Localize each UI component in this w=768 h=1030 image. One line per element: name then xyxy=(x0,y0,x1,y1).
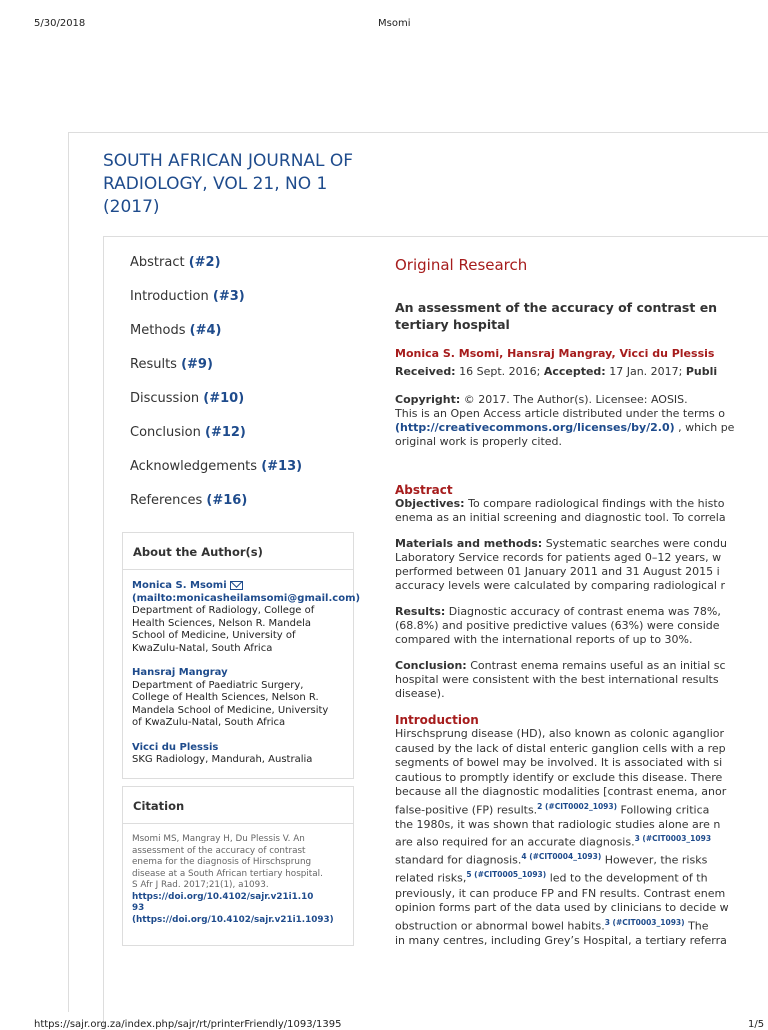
toc-item-discussion[interactable]: Discussion (#10) xyxy=(130,391,245,406)
author-affiliation: Department of Radiology, College of xyxy=(132,605,315,616)
toc-item-methods[interactable]: Methods (#4) xyxy=(130,323,222,338)
article-authors: Monica S. Msomi, Hansraj Mangray, Vicci du Plessis xyxy=(395,347,715,360)
license-link[interactable]: (http://creativecommons.org/licenses/by/2.0) xyxy=(395,421,675,434)
abstract-results: Results: Diagnostic accuracy of contrast enema was 78%, (68.8%) and positive predictive values (63%) were conside compared with the international reports of up to 30%. xyxy=(395,605,721,646)
toc-item-conclusion[interactable]: Conclusion (#12) xyxy=(130,425,246,440)
author-affiliation: SKG Radiology, Mandurah, Australia xyxy=(132,754,313,765)
toc-link[interactable]: (#4) xyxy=(189,323,222,338)
toc-item-references[interactable]: References (#16) xyxy=(130,493,248,508)
toc-item-abstract[interactable]: Abstract (#2) xyxy=(130,255,221,270)
doi-link[interactable]: (https://doi.org/10.4102/sajr.v21i1.1093) xyxy=(132,914,334,925)
doi-link[interactable]: https://doi.org/10.4102/sajr.v21i1.10 xyxy=(132,891,314,902)
toc-item-results[interactable]: Results (#9) xyxy=(130,357,213,372)
abstract-objectives: Objectives: To compare radiological findings with the histo enema as an initial screening and diagnostic tool. To correla xyxy=(395,497,726,524)
author-affiliation: College of Health Sciences, Nelson R. xyxy=(132,692,319,703)
article-content xyxy=(395,255,768,948)
toc-link[interactable]: (#13) xyxy=(261,459,303,474)
page-frame-top xyxy=(68,132,768,133)
mail-icon[interactable] xyxy=(230,581,243,590)
citation-text: Msomi MS, Mangray H, Du Plessis V. An xyxy=(132,834,305,844)
citation-ref[interactable]: 4 (#CIT0004_1093) xyxy=(521,852,602,862)
author-email-link[interactable]: (mailto:monicasheilamsomi@gmail.com) xyxy=(132,592,361,604)
author-affiliation: School of Medicine, University of xyxy=(132,630,296,641)
author-affiliation: KwaZulu-Natal, South Africa xyxy=(132,642,273,654)
abstract-heading: Abstract xyxy=(395,483,453,497)
content-divider-left xyxy=(103,236,104,1026)
toc-item-acknowledgements[interactable]: Acknowledgements (#13) xyxy=(130,459,303,474)
copyright-block: Copyright: © 2017. The Author(s). Licensee: AOSIS. This is an Open Access article distributed under the terms o (http://creativecommons.org/licenses/by/2.0) , which pe original work is properly cited. xyxy=(395,393,735,448)
about-authors-title: About the Author(s) xyxy=(123,533,353,570)
author-name-duplessis[interactable]: Vicci du Plessis xyxy=(132,741,219,753)
citation-text: S Afr J Rad. 2017;21(1), a1093. xyxy=(132,880,269,890)
author-affiliation: Mandela School of Medicine, University xyxy=(132,704,329,716)
introduction-heading: Introduction xyxy=(395,713,479,727)
citation-ref[interactable]: 3 (#CIT0003_1093) xyxy=(604,917,685,927)
citation-ref[interactable]: 2 (#CIT0002_1093) xyxy=(537,801,618,811)
citation-box xyxy=(122,786,354,946)
table-of-contents xyxy=(130,255,302,527)
page-number: 1/5 xyxy=(748,1019,765,1030)
citation-ref[interactable]: 3 (#CIT0003_1093 xyxy=(634,834,712,844)
abstract-methods: Materials and methods: Systematic searches were condu Laboratory Service records for patients aged 0–12 years, w performed between 01 January 2011 and 31 August 2015 i accuracy levels were calculated by comparing radiological r xyxy=(395,537,727,592)
citation-title: Citation xyxy=(123,787,353,824)
toc-link[interactable]: (#10) xyxy=(203,391,245,406)
introduction-body: Hirschsprung disease (HD), also known as colonic aganglior caused by the lack of distal enteric ganglion cells with a rep segments of bowel may be involved. It is associated with si cautious to promptly identify or exclude this disease. There because all the diagnostic modalities [contrast enema, anor false-positive (FP) results.$^{2 (\#CIT0002\_1093)}$ Following critica the 1980s, it was shown that radiologic studies alone are n are also required for an accurate diagnosis.$^{3 (\#CIT0003\_1093}$ standard for diagnosis.$^{4 (\#CIT0004\_1093)}$ However, the risks related risks,$^{5 (\#CIT0005\_1093)}$ led to the development of th previously, it can produce FP and FN results. Contrast enem opinion forms part of the data used by clinicians to decide w obstruction or abnormal bowel habits.$^{3 (\#CIT0003\_1093)}$ The in many centres, including Grey’s Hospital, a tertiary referra xyxy=(395,727,729,947)
article-dates: Received: 16 Sept. 2016; Accepted: 17 Jan. 2017; Publi xyxy=(395,365,718,378)
print-title: Msomi xyxy=(378,18,411,29)
citation-text: enema for the diagnosis of Hirschsprung xyxy=(132,857,312,867)
doi-link[interactable]: 93 xyxy=(132,903,145,913)
toc-link[interactable]: (#16) xyxy=(206,493,248,508)
citation-text: assessment of the accuracy of contrast xyxy=(132,845,306,856)
citation-ref[interactable]: 5 (#CIT0005_1093) xyxy=(466,870,547,880)
author-affiliation: Health Sciences, Nelson R. Mandela xyxy=(132,617,312,629)
about-authors-box xyxy=(122,532,361,779)
toc-link[interactable]: (#12) xyxy=(205,425,246,440)
toc-link[interactable]: (#2) xyxy=(188,255,221,270)
content-divider xyxy=(103,236,768,237)
article-title: An assessment of the accuracy of contrast en tertiary hospital xyxy=(395,300,718,332)
toc-item-introduction[interactable]: Introduction (#3) xyxy=(130,289,245,304)
author-affiliation: of KwaZulu-Natal, South Africa xyxy=(132,717,286,728)
journal-title[interactable]: SOUTH AFRICAN JOURNAL OF RADIOLOGY, VOL 21, NO 1 (2017) xyxy=(103,151,354,217)
print-url: https://sajr.org.za/index.php/sajr/rt/printerFriendly/1093/1395 xyxy=(34,1019,342,1030)
author-name-mangray[interactable]: Hansraj Mangray xyxy=(132,667,228,678)
print-date: 5/30/2018 xyxy=(34,18,86,29)
toc-link[interactable]: (#9) xyxy=(181,357,213,372)
citation-text: disease at a South African tertiary hospital. xyxy=(132,868,323,879)
page-frame xyxy=(68,132,69,1012)
author-name-msomi[interactable]: Monica S. Msomi xyxy=(132,580,227,591)
toc-link[interactable]: (#3) xyxy=(212,289,245,304)
section-label: Original Research xyxy=(395,256,528,274)
author-affiliation: Department of Paediatric Surgery, xyxy=(132,679,304,691)
abstract-conclusion: Conclusion: Contrast enema remains useful as an initial sc hospital were consistent with the best international results disease). xyxy=(395,659,726,700)
